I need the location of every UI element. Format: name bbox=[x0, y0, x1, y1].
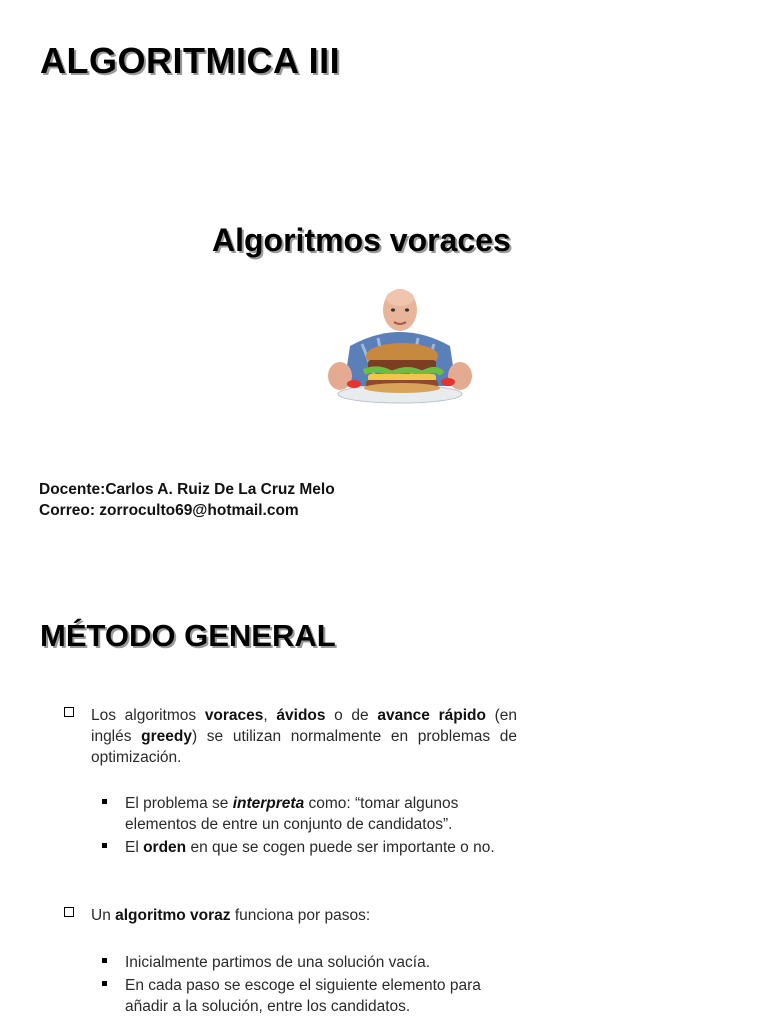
text-span: funciona por pasos: bbox=[230, 907, 371, 924]
sub-bullet-interpretation bbox=[125, 793, 517, 835]
checkbox-bullet-icon bbox=[64, 707, 74, 717]
contact-block bbox=[39, 479, 335, 521]
text-span: o de bbox=[325, 707, 378, 724]
email-label: Correo: bbox=[39, 502, 100, 519]
bold-term: voraces bbox=[204, 707, 264, 724]
teacher-line bbox=[39, 479, 335, 500]
sub-bullet-order bbox=[125, 837, 517, 858]
text-span: (en inglés bbox=[91, 707, 517, 745]
sub-bullet-each-step bbox=[125, 975, 517, 1017]
teacher-name: Carlos A. Ruiz De La Cruz Melo bbox=[105, 481, 335, 498]
teacher-label: Docente: bbox=[39, 481, 106, 498]
bullet-paragraph-greedy-steps bbox=[91, 905, 517, 926]
bold-term: algoritmo voraz bbox=[115, 907, 231, 924]
course-title: ALGORITMICA III bbox=[40, 40, 341, 81]
text-span: en que se cogen puede ser importante o no. bbox=[186, 839, 495, 856]
hero-image bbox=[318, 288, 478, 420]
text-span: como: “tomar algunos elementos de entre un conjunto de candidatos”. bbox=[125, 795, 459, 833]
section-title: MÉTODO GENERAL bbox=[40, 618, 336, 653]
text-span: Inicialmente partimos de una solución vacía. bbox=[125, 954, 430, 971]
sub-bullet-initial-solution bbox=[125, 952, 517, 973]
text-span: Los algoritmos bbox=[91, 707, 205, 724]
bold-italic-term: interpreta bbox=[232, 795, 305, 812]
square-bullet-icon bbox=[102, 958, 107, 963]
square-bullet-icon bbox=[102, 843, 107, 848]
email-line bbox=[39, 500, 335, 521]
text-span: En cada paso se escoge el siguiente elemento para añadir a la solución, entre los candidatos. bbox=[125, 977, 481, 1015]
lecture-title: Algoritmos voraces bbox=[212, 222, 511, 258]
bold-term: ávidos bbox=[276, 707, 326, 724]
text-span: ) se utilizan normalmente en problemas de optimización. bbox=[91, 728, 517, 766]
bold-term: orden bbox=[143, 839, 187, 856]
text-span: , bbox=[263, 707, 277, 724]
bullet-paragraph-greedy-definition bbox=[91, 705, 517, 768]
email-address: zorroculto69@hotmail.com bbox=[99, 502, 299, 519]
text-span: El problema se bbox=[125, 795, 233, 812]
text-span: Un bbox=[91, 907, 116, 924]
square-bullet-icon bbox=[102, 799, 107, 804]
bold-term: greedy bbox=[141, 728, 192, 745]
square-bullet-icon bbox=[102, 981, 107, 986]
checkbox-bullet-icon bbox=[64, 907, 74, 917]
text-span: El bbox=[125, 839, 144, 856]
bold-term: avance rápido bbox=[377, 707, 486, 724]
